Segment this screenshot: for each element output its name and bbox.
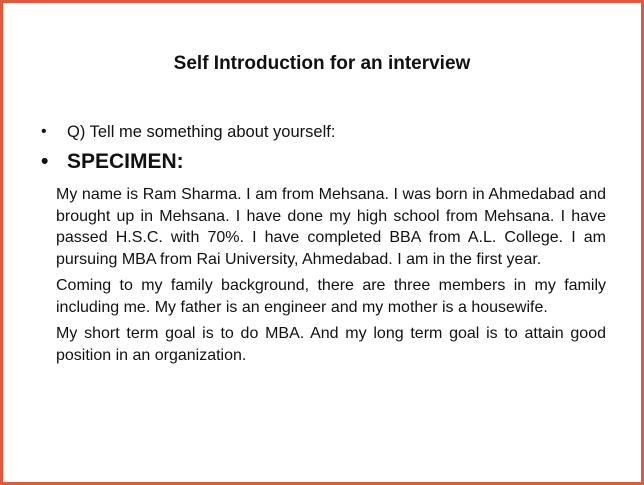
paragraph-introduction: My name is Ram Sharma. I am from Mehsana. I was born in Ahmedabad and brought up in Mehsana. I have done my high school from Mehsana. I have passed H.S.C. with 70%. I have completed BBA from A.L. College. I am pursuing MBA from Rai University, Ahmedabad. I am in the first year. (56, 186, 606, 268)
bullet-list (41, 121, 611, 175)
paragraph-goals: My short term goal is to do MBA. And my long term goal is to attain good position in an organization. (56, 325, 606, 364)
specimen-body (56, 184, 606, 371)
bullet-marker: • (41, 150, 49, 173)
paragraph-family: Coming to my family background, there are three members in my family including me. My father is an engineer and my mother is a housewife. (56, 277, 606, 316)
bullet-marker: • (41, 123, 47, 140)
question-text: Q) Tell me something about yourself: (67, 123, 336, 141)
slide-title: Self Introduction for an interview (173, 53, 471, 74)
bullet-specimen (41, 149, 611, 175)
bullet-question (41, 121, 611, 143)
specimen-heading: SPECIMEN: (67, 150, 184, 173)
